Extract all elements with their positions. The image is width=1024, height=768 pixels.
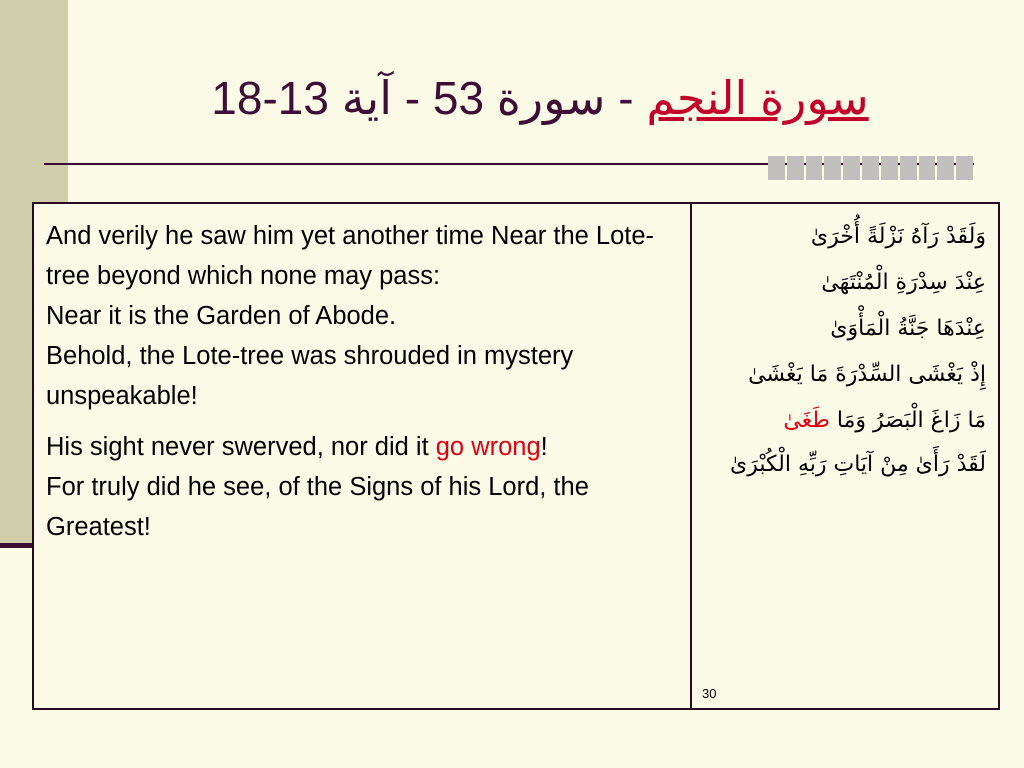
decor-block (824, 156, 841, 180)
slide-number: 30 (702, 686, 717, 701)
translation-text-2: Near it is the Garden of Abode. (46, 302, 397, 330)
arabic-verse-17 (704, 398, 986, 444)
arabic-verse-16: إِذْ يَغْشَى السِّدْرَةَ مَا يَغْشَىٰ (748, 362, 986, 387)
decor-block (862, 156, 879, 180)
title-decor-grid (768, 156, 973, 180)
arabic-verse-14: عِنْدَ سِدْرَةِ الْمُنْتَهَىٰ (821, 270, 986, 295)
highlighted-phrase: go wrong (435, 433, 541, 461)
decor-block (956, 156, 973, 180)
verse-table (32, 202, 1000, 710)
translation-text-5: For truly did he see, of the Signs of his Lord, the Greatest! (46, 473, 589, 541)
decor-block (806, 156, 823, 180)
slide-title (180, 60, 900, 136)
surah-link[interactable]: سورة النجم (646, 72, 869, 124)
translation-text-4-end: ! (540, 433, 548, 461)
decor-block (843, 156, 860, 180)
translation-text-1: And verily he saw him yet another time Near the Lote-tree beyond which none may pass: (46, 222, 655, 290)
arabic-highlighted-word: طَغَىٰ (783, 408, 830, 433)
decor-block (919, 156, 936, 180)
decor-block (881, 156, 898, 180)
translation-text-3: Behold, the Lote-tree was shrouded in mystery unspeakable! (46, 342, 574, 410)
arabic-verses-column (692, 204, 998, 708)
decor-block (937, 156, 954, 180)
translation-text-4-start: His sight never swerved, nor did it (46, 433, 436, 461)
english-translation-column (34, 204, 692, 708)
translation-para-1 (46, 216, 678, 416)
decor-block (768, 156, 785, 180)
arabic-verse-13: وَلَقَدْ رَآهُ نَزْلَةً أُخْرَىٰ (810, 224, 986, 249)
translation-para-2 (46, 427, 678, 547)
arabic-verse-18: لَقَدْ رَأَىٰ مِنْ آيَاتِ رَبِّهِ الْكُبْرَىٰ (730, 452, 986, 477)
slide-title-text (211, 72, 868, 124)
arabic-verse-17-start: مَا زَاغَ الْبَصَرُ وَمَا (829, 408, 986, 433)
decor-block (787, 156, 804, 180)
title-rest: - سورة 53 - آية 13-18 (211, 72, 647, 124)
arabic-verse-15: عِنْدَهَا جَنَّةُ الْمَأْوَىٰ (830, 316, 986, 341)
decor-block (900, 156, 917, 180)
